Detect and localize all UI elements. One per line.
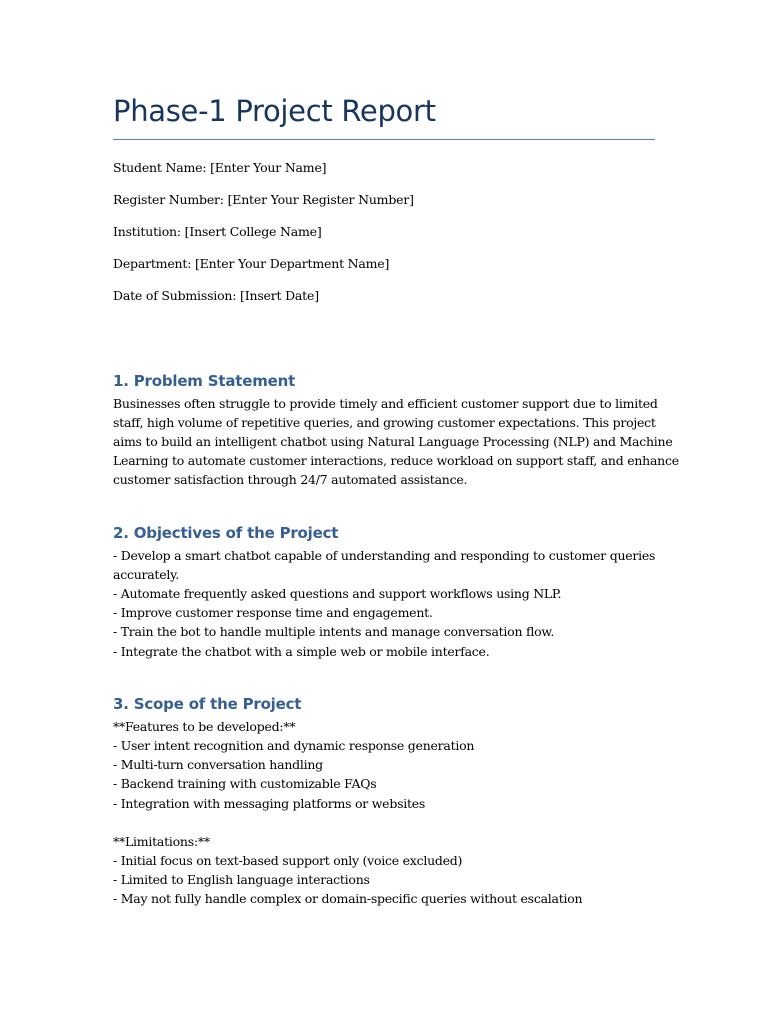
scope-line: **Limitations:** bbox=[113, 834, 210, 849]
scope-line: - Integration with messaging platforms or websites bbox=[113, 796, 426, 811]
scope-line: - Initial focus on text-based support only (voice excluded) bbox=[113, 853, 463, 868]
problem-statement-line: customer satisfaction through 24/7 automated assistance. bbox=[113, 472, 468, 487]
title-divider bbox=[113, 139, 655, 140]
objective-line: - Integrate the chatbot with a simple web or mobile interface. bbox=[113, 644, 490, 659]
scope-line: - Backend training with customizable FAQs bbox=[113, 776, 377, 791]
scope-line: - User intent recognition and dynamic response generation bbox=[113, 738, 475, 753]
problem-statement-line: Learning to automate customer interactions, reduce workload on support staff, and enhance bbox=[113, 453, 679, 468]
section-heading-scope: 3. Scope of the Project bbox=[113, 695, 302, 713]
institution-line: Institution: [Insert College Name] bbox=[113, 224, 322, 239]
objective-line: - Automate frequently asked questions and support workflows using NLP. bbox=[113, 586, 562, 601]
register-number-line: Register Number: [Enter Your Register Number] bbox=[113, 192, 414, 207]
objective-line: - Develop a smart chatbot capable of understanding and responding to customer queries bbox=[113, 548, 656, 563]
scope-line: - Limited to English language interactions bbox=[113, 872, 370, 887]
scope-line: - May not fully handle complex or domain-specific queries without escalation bbox=[113, 891, 583, 906]
problem-statement-line: staff, high volume of repetitive queries, and growing customer expectations. This project bbox=[113, 415, 656, 430]
section-heading-objectives: 2. Objectives of the Project bbox=[113, 524, 339, 542]
problem-statement-line: Businesses often struggle to provide timely and efficient customer support due to limited bbox=[113, 396, 658, 411]
objective-line: - Train the bot to handle multiple intents and manage conversation flow. bbox=[113, 624, 555, 639]
objective-line: - Improve customer response time and engagement. bbox=[113, 605, 433, 620]
page-title: Phase-1 Project Report bbox=[113, 94, 436, 128]
objective-line: accurately. bbox=[113, 567, 179, 582]
scope-line: **Features to be developed:** bbox=[113, 719, 296, 734]
section-heading-problem-statement: 1. Problem Statement bbox=[113, 372, 296, 390]
department-line: Department: [Enter Your Department Name] bbox=[113, 256, 390, 271]
scope-line: - Multi-turn conversation handling bbox=[113, 757, 323, 772]
problem-statement-line: aims to build an intelligent chatbot using Natural Language Processing (NLP) and Machine bbox=[113, 434, 673, 449]
student-name-line: Student Name: [Enter Your Name] bbox=[113, 160, 327, 175]
submission-date-line: Date of Submission: [Insert Date] bbox=[113, 288, 319, 303]
